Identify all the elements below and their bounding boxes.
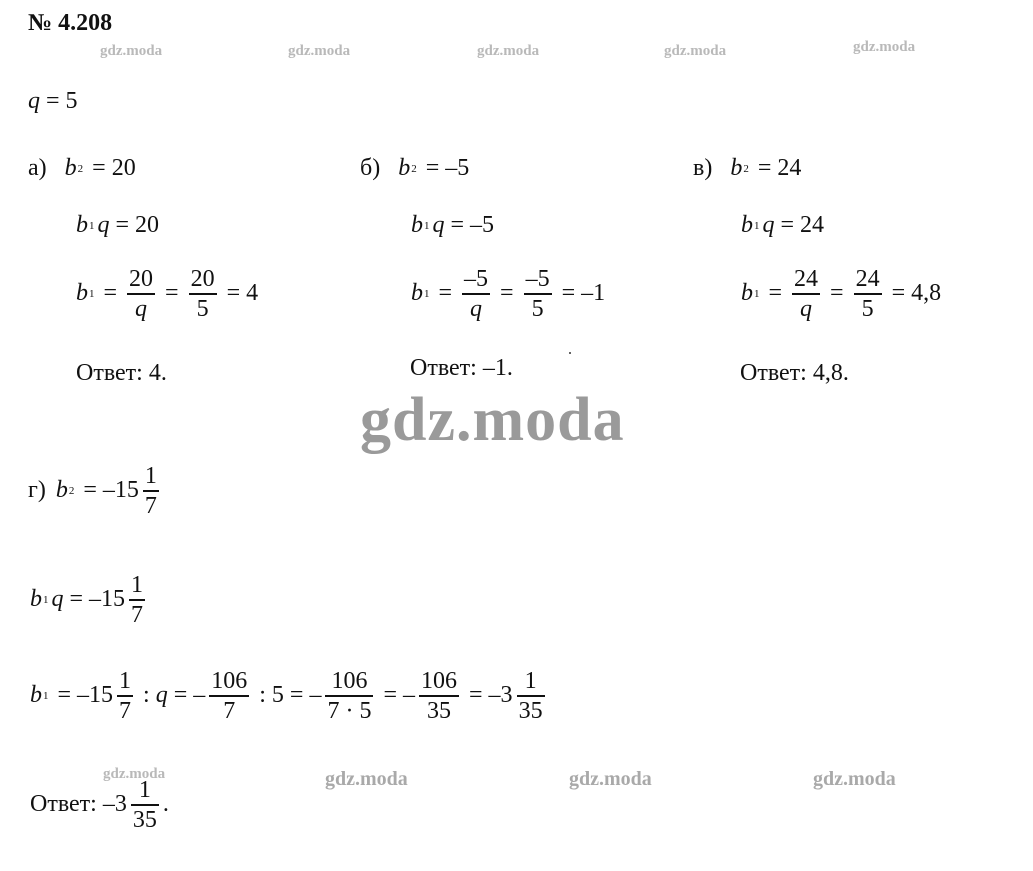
var-b: b bbox=[76, 212, 88, 238]
part-b-label: б) bbox=[360, 155, 381, 181]
part-c-line2 bbox=[741, 212, 824, 239]
subscript: 1 bbox=[89, 287, 95, 300]
subscript: 1 bbox=[43, 593, 49, 606]
subscript: 1 bbox=[754, 219, 760, 232]
denominator: 5 bbox=[861, 295, 874, 322]
speck bbox=[569, 352, 571, 354]
denominator: 7 · 5 bbox=[327, 697, 372, 724]
problem-number: № 4.208 bbox=[28, 10, 113, 36]
fraction bbox=[209, 667, 249, 725]
var-b: b bbox=[30, 682, 42, 709]
answer-suffix: . bbox=[162, 791, 169, 818]
part-c-answer: Ответ: 4,8. bbox=[740, 360, 849, 386]
result: = 4 bbox=[226, 280, 259, 307]
var-b: b bbox=[76, 280, 88, 307]
var-q: q bbox=[155, 682, 168, 709]
fraction bbox=[117, 667, 133, 725]
var-q: q bbox=[28, 88, 40, 114]
var-q: q bbox=[51, 586, 64, 613]
equals-sign: = bbox=[165, 280, 179, 307]
numerator: 106 bbox=[331, 668, 368, 694]
var-b: b bbox=[30, 586, 42, 613]
equation-rest: = 20 bbox=[86, 155, 136, 181]
subscript: 1 bbox=[754, 287, 760, 300]
result: = –1 bbox=[561, 280, 606, 307]
var-q: q bbox=[97, 212, 110, 238]
var-q: q bbox=[432, 212, 445, 238]
equals-sign: = bbox=[103, 280, 118, 307]
part-c-label: в) bbox=[693, 155, 713, 181]
fraction bbox=[127, 265, 155, 323]
equation-rest: = –15 bbox=[63, 586, 126, 613]
equation-part: = – bbox=[377, 682, 416, 709]
watermark: gdz.moda bbox=[325, 768, 408, 790]
var-b: b bbox=[64, 155, 77, 181]
subscript: 2 bbox=[68, 484, 75, 497]
fraction bbox=[143, 462, 159, 520]
numerator: 1 bbox=[524, 668, 537, 694]
numerator: 106 bbox=[421, 668, 458, 694]
fraction bbox=[419, 667, 459, 725]
part-a-line3 bbox=[76, 265, 258, 323]
watermark: gdz.moda bbox=[664, 43, 727, 59]
subscript: 2 bbox=[77, 162, 84, 175]
subscript: 1 bbox=[89, 219, 95, 232]
part-a-line2 bbox=[76, 212, 159, 239]
part-b-line1 bbox=[360, 155, 469, 182]
numerator: –5 bbox=[525, 266, 550, 292]
numerator: 24 bbox=[794, 266, 819, 292]
watermark: gdz.moda bbox=[853, 39, 916, 55]
subscript: 2 bbox=[411, 162, 417, 175]
equation-rest: = –5 bbox=[444, 212, 495, 238]
given-line bbox=[28, 88, 78, 115]
part-d-answer bbox=[30, 776, 169, 834]
part-c-line3 bbox=[741, 265, 941, 323]
denominator: 7 bbox=[131, 601, 144, 628]
watermark: gdz.moda bbox=[100, 43, 163, 59]
watermark: gdz.moda bbox=[569, 768, 652, 790]
fraction bbox=[462, 265, 490, 323]
fraction bbox=[854, 265, 882, 323]
equation-part: = –15 bbox=[51, 682, 114, 709]
denominator: q bbox=[135, 295, 148, 322]
var-b: b bbox=[730, 155, 743, 181]
equals-sign: = bbox=[768, 280, 783, 307]
fraction bbox=[517, 667, 545, 725]
equation-part: : 5 = – bbox=[253, 682, 322, 709]
denominator: 5 bbox=[531, 295, 544, 322]
numerator: 106 bbox=[211, 668, 248, 694]
fraction bbox=[189, 265, 217, 323]
part-a-answer: Ответ: 4. bbox=[76, 360, 167, 386]
numerator: 1 bbox=[119, 668, 132, 694]
subscript: 1 bbox=[424, 287, 430, 300]
part-a-label: а) bbox=[28, 155, 47, 181]
equals-sign: = bbox=[438, 280, 453, 307]
equation-rest: = –5 bbox=[419, 155, 470, 181]
equals-sign: = bbox=[500, 280, 514, 307]
subscript: 1 bbox=[424, 219, 430, 232]
result: = 4,8 bbox=[891, 280, 942, 307]
numerator: 1 bbox=[138, 777, 151, 803]
numerator: 24 bbox=[855, 266, 880, 292]
numerator: 1 bbox=[144, 463, 157, 489]
var-b: b bbox=[55, 477, 68, 504]
fraction bbox=[325, 667, 373, 725]
denominator: 35 bbox=[427, 697, 452, 724]
watermark-large: gdz.moda bbox=[360, 386, 625, 454]
equation-rest: = –15 bbox=[77, 477, 139, 504]
part-d-line1 bbox=[28, 462, 163, 520]
part-a-line1 bbox=[28, 155, 136, 182]
fraction bbox=[524, 265, 552, 323]
fraction bbox=[792, 265, 820, 323]
denominator: 7 bbox=[119, 697, 132, 724]
denominator: 7 bbox=[144, 492, 157, 519]
var-b: b bbox=[411, 212, 423, 238]
equation-rest: = 24 bbox=[751, 155, 802, 181]
part-c-line1 bbox=[693, 155, 801, 182]
part-b-line3 bbox=[411, 265, 605, 323]
fraction bbox=[131, 776, 159, 834]
denominator: q bbox=[470, 295, 483, 322]
part-b-line2 bbox=[411, 212, 494, 239]
denominator: 35 bbox=[518, 697, 543, 724]
given-value: = 5 bbox=[40, 88, 78, 114]
equation-rest: = 24 bbox=[774, 212, 825, 238]
subscript: 2 bbox=[743, 162, 749, 175]
answer-prefix: Ответ: –3 bbox=[30, 791, 127, 818]
part-d-line2 bbox=[30, 571, 149, 629]
denominator: 7 bbox=[223, 697, 236, 724]
numerator: –5 bbox=[464, 266, 489, 292]
var-q: q bbox=[762, 212, 775, 238]
denominator: 35 bbox=[132, 806, 157, 833]
part-b-answer: Ответ: –1. bbox=[410, 355, 513, 381]
var-b: b bbox=[741, 280, 753, 307]
equals-sign: = bbox=[830, 280, 844, 307]
numerator: 20 bbox=[190, 266, 215, 292]
equation-part: = – bbox=[167, 682, 206, 709]
part-d-label: г) bbox=[28, 477, 46, 504]
part-d-line3 bbox=[30, 667, 549, 725]
equation-rest: = 20 bbox=[109, 212, 160, 238]
watermark: gdz.moda bbox=[103, 766, 166, 782]
numerator: 1 bbox=[131, 572, 144, 598]
watermark: gdz.moda bbox=[477, 43, 540, 59]
var-b: b bbox=[398, 155, 411, 181]
denominator: 5 bbox=[196, 295, 209, 322]
fraction bbox=[129, 571, 145, 629]
watermark: gdz.moda bbox=[288, 43, 351, 59]
subscript: 1 bbox=[43, 689, 49, 702]
equation-part: : bbox=[137, 682, 156, 709]
var-b: b bbox=[741, 212, 753, 238]
watermark: gdz.moda bbox=[813, 768, 896, 790]
numerator: 20 bbox=[129, 266, 154, 292]
var-b: b bbox=[411, 280, 423, 307]
equation-part: = –3 bbox=[463, 682, 513, 709]
denominator: q bbox=[800, 295, 813, 322]
